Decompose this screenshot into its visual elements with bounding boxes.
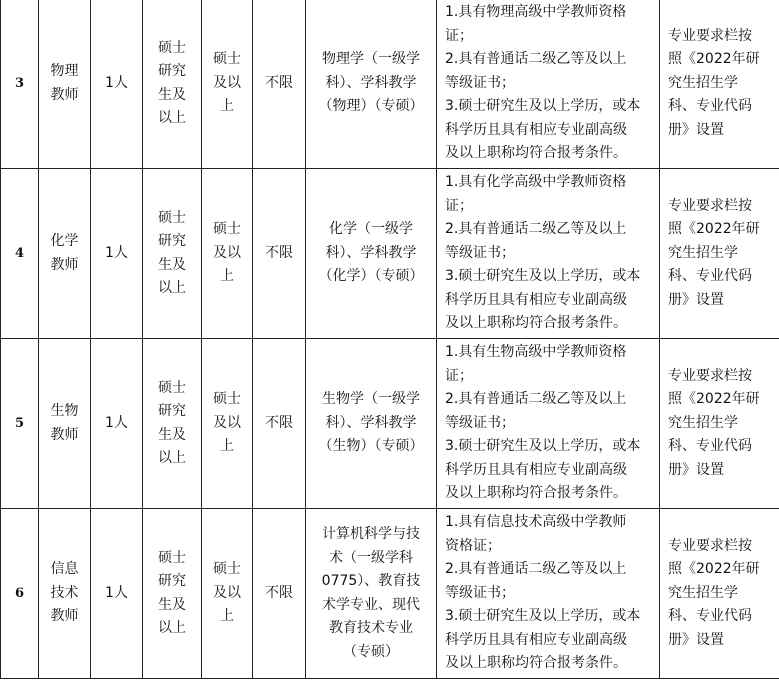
remarks-cell: 专业要求栏按 照《2022年研 究生招生学 科、专业代码 册》设置 bbox=[660, 339, 779, 509]
degree-cell: 硕士 及以 上 bbox=[202, 169, 253, 339]
table-row bbox=[1, 509, 779, 679]
age-cell: 不限 bbox=[253, 0, 306, 169]
remarks-cell: 专业要求栏按 照《2022年研 究生招生学 科、专业代码 册》设置 bbox=[660, 169, 779, 339]
position-cell: 物理 教师 bbox=[39, 0, 91, 169]
table-row bbox=[1, 169, 779, 339]
major-cell: 物理学（一级学 科）、学科教学 （物理）（专硕） bbox=[306, 0, 437, 169]
row-number: 3 bbox=[1, 0, 39, 169]
other-conditions-cell: 1.具有生物高级中学教师资格 证； 2.具有普通话二级乙等及以上 等级证书； 3.硕士研究生及以上学历，或本 科学历且具有相应专业副高级 及以上职称均符合报考条件。 bbox=[437, 339, 660, 509]
headcount-cell: 1人 bbox=[91, 169, 143, 339]
education-cell: 硕士 研究 生及 以上 bbox=[143, 509, 202, 679]
table-row bbox=[1, 339, 779, 509]
position-cell: 信息 技术 教师 bbox=[39, 509, 91, 679]
headcount-cell: 1人 bbox=[91, 509, 143, 679]
age-cell: 不限 bbox=[253, 509, 306, 679]
major-cell: 计算机科学与技 术（一级学科 0775）、教育技 术学专业、现代 教育技术专业 （专硕） bbox=[306, 509, 437, 679]
row-number: 4 bbox=[1, 169, 39, 339]
other-conditions-cell: 1.具有化学高级中学教师资格 证； 2.具有普通话二级乙等及以上 等级证书； 3.硕士研究生及以上学历，或本 科学历且具有相应专业副高级 及以上职称均符合报考条件。 bbox=[437, 169, 660, 339]
headcount-cell: 1人 bbox=[91, 0, 143, 169]
other-conditions-cell: 1.具有信息技术高级中学教师 资格证； 2.具有普通话二级乙等及以上 等级证书； 3.硕士研究生及以上学历，或本 科学历且具有相应专业副高级 及以上职称均符合报考条件。 bbox=[437, 509, 660, 679]
degree-cell: 硕士 及以 上 bbox=[202, 509, 253, 679]
headcount-cell: 1人 bbox=[91, 339, 143, 509]
remarks-cell: 专业要求栏按 照《2022年研 究生招生学 科、专业代码 册》设置 bbox=[660, 509, 779, 679]
row-number: 5 bbox=[1, 339, 39, 509]
row-number: 6 bbox=[1, 509, 39, 679]
degree-cell: 硕士 及以 上 bbox=[202, 339, 253, 509]
other-conditions-cell: 1.具有物理高级中学教师资格 证； 2.具有普通话二级乙等及以上 等级证书； 3.硕士研究生及以上学历，或本 科学历且具有相应专业副高级 及以上职称均符合报考条件。 bbox=[437, 0, 660, 169]
table-row bbox=[1, 0, 779, 169]
major-cell: 化学（一级学 科）、学科教学 （化学）（专硕） bbox=[306, 169, 437, 339]
education-cell: 硕士 研究 生及 以上 bbox=[143, 169, 202, 339]
age-cell: 不限 bbox=[253, 169, 306, 339]
degree-cell: 硕士 及以 上 bbox=[202, 0, 253, 169]
position-cell: 化学 教师 bbox=[39, 169, 91, 339]
education-cell: 硕士 研究 生及 以上 bbox=[143, 339, 202, 509]
age-cell: 不限 bbox=[253, 339, 306, 509]
major-cell: 生物学（一级学 科）、学科教学 （生物）（专硕） bbox=[306, 339, 437, 509]
education-cell: 硕士 研究 生及 以上 bbox=[143, 0, 202, 169]
position-cell: 生物 教师 bbox=[39, 339, 91, 509]
remarks-cell: 专业要求栏按 照《2022年研 究生招生学 科、专业代码 册》设置 bbox=[660, 0, 779, 169]
